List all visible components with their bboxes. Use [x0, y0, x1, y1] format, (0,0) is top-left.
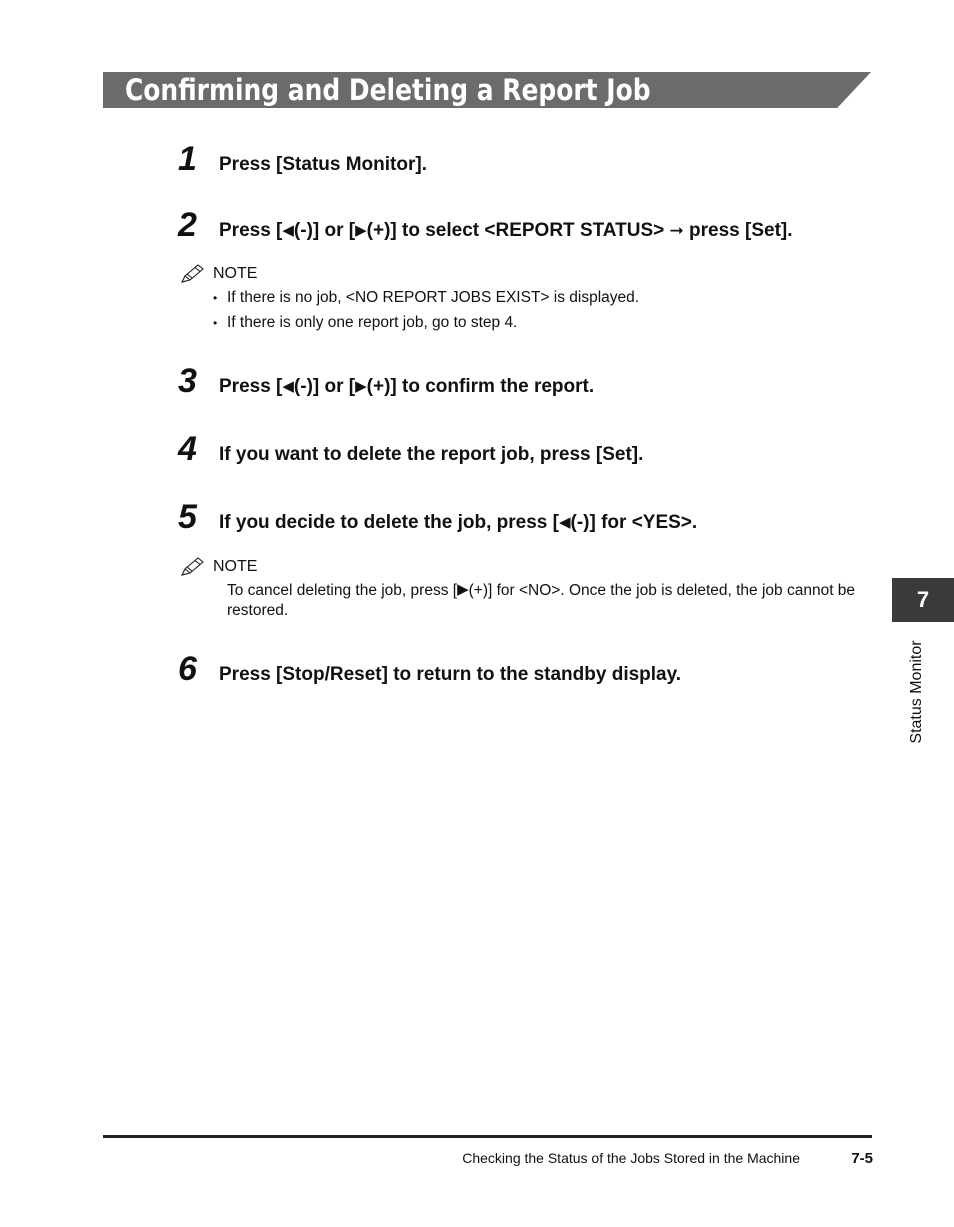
chapter-label: Status Monitor [908, 640, 925, 744]
step-text: Press [◀(-)] or [▶(+)] to confirm the report. [219, 376, 595, 397]
right-triangle-icon: ▶ [355, 222, 367, 239]
step-text: Press [Status Monitor]. [219, 154, 427, 175]
step-text: If you decide to delete the job, press [◀(-)] for <YES>. [219, 512, 698, 533]
step-number: 5 [178, 498, 197, 536]
step-number: 3 [178, 362, 197, 400]
step-text: If you want to delete the report job, press [Set]. [219, 444, 644, 465]
right-triangle-icon: ▶ [457, 581, 469, 598]
step-number: 4 [178, 430, 197, 468]
pencil-note-icon [180, 263, 206, 285]
note-label: NOTE [213, 558, 258, 575]
step-text: Press [Stop/Reset] to return to the standby display. [219, 664, 682, 685]
bullet-text: If there is only one report job, go to step 4. [227, 314, 518, 331]
chapter-tab: 7 [892, 578, 954, 622]
bullet-icon: • [213, 316, 218, 330]
left-triangle-icon: ◀ [282, 222, 294, 239]
step-number: 6 [178, 650, 197, 688]
page-title: Confirming and Deleting a Report Job [125, 73, 651, 107]
bullet-icon: • [213, 291, 218, 305]
step-text: Press [◀(-)] or [▶(+)] to select <REPORT STATUS> ➞ press [Set]. [219, 220, 793, 241]
right-triangle-icon: ▶ [355, 378, 367, 395]
bullet-text: If there is no job, <NO REPORT JOBS EXIST> is displayed. [227, 289, 640, 306]
note-label: NOTE [213, 265, 258, 282]
step-number: 1 [178, 140, 197, 178]
page-number: 7-5 [851, 1150, 873, 1167]
left-triangle-icon: ◀ [558, 514, 571, 531]
left-triangle-icon: ◀ [282, 378, 294, 395]
step-number: 2 [178, 206, 197, 244]
footer-rule [103, 1135, 872, 1138]
arrow-right-icon: ➞ [669, 221, 684, 240]
note-paragraph: To cancel deleting the job, press [▶(+)] for <NO>. Once the job is deleted, the job cannot be restored. [227, 581, 856, 619]
footer-section-title: Checking the Status of the Jobs Stored in the Machine [462, 1150, 800, 1166]
pencil-note-icon [180, 556, 206, 578]
